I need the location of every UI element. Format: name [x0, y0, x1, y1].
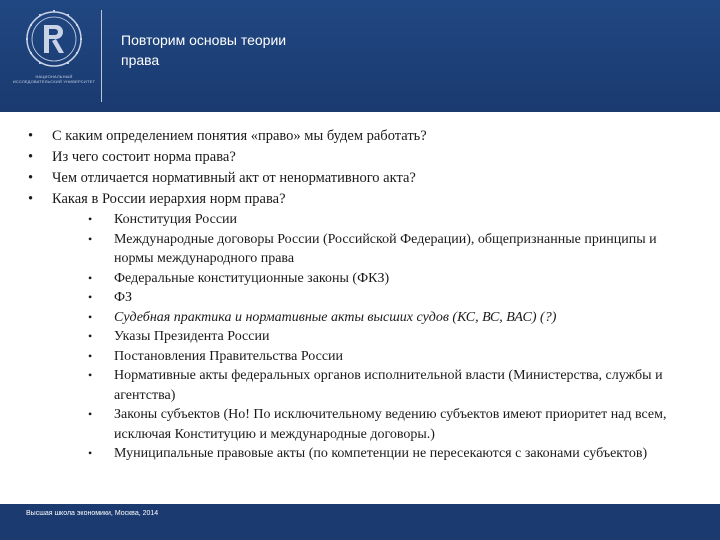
bullet-icon: •: [28, 170, 34, 186]
sub-list-item: • Указы Президента России: [88, 327, 698, 347]
bullet-icon: •: [88, 407, 93, 421]
university-logo: [12, 8, 96, 106]
slide-content: [28, 126, 698, 464]
footer-bar: [0, 504, 720, 540]
list-item: • Чем отличается нормативный акт от ненормативного акта?: [28, 168, 698, 189]
list-item: • С каким определением понятия «право» мы будем работать?: [28, 126, 698, 147]
title-line-1: Повторим основы теории: [121, 32, 287, 48]
header-divider: [101, 10, 102, 102]
sub-list-item: • Законы субъектов (Но! По исключительному ведению субъектов имеют приоритет над всем, исключая Конституцию и международные договоры.): [88, 407, 667, 442]
footer-text: Высшая школа экономики, Москва, 2014: [26, 510, 159, 517]
bullet-icon: •: [88, 329, 93, 343]
bullet-icon: •: [88, 368, 93, 382]
hse-logo-icon: [12, 8, 96, 70]
sub-list-item: • Международные договоры России (Российской Федерации), общепризнанные принципы и нормы международного права: [88, 231, 657, 266]
bullet-icon: •: [88, 270, 93, 285]
question-list: [28, 126, 698, 464]
bullet-icon: •: [28, 191, 34, 207]
list-item: • Какая в России иерархия норм права? • Конституция России • Международные договоры России (Российской Федерации), общепризнанные принципы и нормы международного права • Федеральные конституционные законы (ФКЗ) • ФЗ • Судебная практика и нормативные акты высших судов (КС, ВС, ВАС) (?) • Указы Президента России • Постановления Правительства России • Нормативные акты федеральных органов исполнительной власти (Министерства, службы и агентства) • Законы субъектов (Но! По исключительному ведению субъектов имеют приоритет над всем, исключая Конституцию и международные договоры.) • Муниципальные правовые акты (по компетенции не пересекаются с законами субъектов): [28, 189, 698, 464]
title-line-2: права: [121, 52, 160, 68]
header-bar: [0, 0, 720, 112]
bullet-icon: •: [88, 290, 93, 304]
page-title: [121, 30, 481, 70]
bullet-icon: •: [88, 348, 93, 363]
logo-caption: НАЦИОНАЛЬНЫЙ ИССЛЕДОВАТЕЛЬСКИЙ УНИВЕРСИТЕТ: [12, 74, 96, 84]
sub-list-item: • Федеральные конституционные законы (ФКЗ): [88, 269, 698, 289]
bullet-icon: •: [88, 309, 93, 324]
hierarchy-list: [52, 210, 698, 464]
bullet-icon: •: [28, 128, 34, 144]
bullet-icon: •: [28, 149, 34, 165]
bullet-icon: •: [88, 231, 93, 246]
list-item: • Из чего состоит норма права?: [28, 147, 698, 168]
sub-list-item: • ФЗ: [88, 288, 698, 308]
bullet-icon: •: [88, 446, 93, 460]
sub-list-item: • Судебная практика и нормативные акты высших судов (КС, ВС, ВАС) (?): [88, 308, 698, 328]
bullet-icon: •: [88, 212, 93, 226]
sub-list-item: • Муниципальные правовые акты (по компетенции не пересекаются с законами субъектов): [88, 444, 698, 464]
sub-list-item: • Нормативные акты федеральных органов исполнительной власти (Министерства, службы и агентства): [88, 368, 663, 403]
sub-list-item: • Конституция России: [88, 210, 698, 230]
sub-list-item: • Постановления Правительства России: [88, 347, 698, 367]
